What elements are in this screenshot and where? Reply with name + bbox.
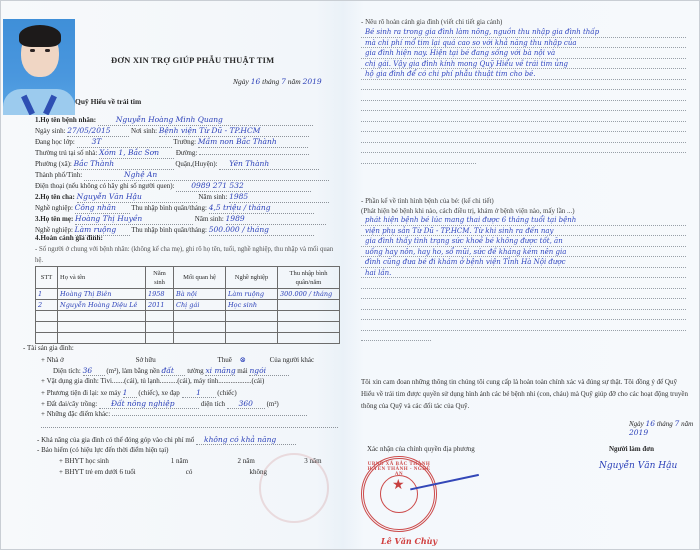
appliances-row: + Vật dụng gia đình: Tivi.......(cái), tủ lạnh..........(cái), máy tính...................(cái)	[41, 377, 265, 385]
illness-label: - Phần kể về tình hình bệnh của bé: (kể chi tiết)	[361, 197, 494, 205]
ward-row: Phường (xã): Bắc Thành Quận,(Huyện): Yên Thành	[35, 158, 340, 170]
father-birth-field[interactable]: 1985	[229, 191, 329, 203]
col-birth-year: Năm sinh	[146, 267, 174, 289]
transport-row: + Phương tiện đi lại: xe máy 1 (chiếc), xe đạp 1 (chiếc)	[41, 388, 237, 397]
phone-field[interactable]: 0989 271 532	[176, 180, 311, 192]
bhyt-child-row: + BHYT trẻ em dưới 6 tuổi có không	[59, 468, 267, 476]
applicant-signature: Nguyễn Văn Hậu	[599, 461, 678, 471]
father-name-row: 2.Họ tên cha: Nguyễn Văn Hậu Năm sinh: 1985	[35, 191, 340, 203]
situation-text-area[interactable]: Bé sinh ra trong gia đình làm nông, nguồn thu nhập gia đình thấp mà chi phí mổ tim lại quá cao so với khả năng thu nhập của gia đình hiện nay. Hiện tại bé đang sống với bà nội và chị gái. Vậy gia đình kính mong Quỹ Hiểu về trái tim ủng hộ gia đình để có chi phí phẫu thuật tim cho bé.	[361, 27, 686, 164]
form-title: ĐƠN XIN TRỢ GIÚP PHẪU THUẬT TIM	[111, 55, 275, 65]
star-emblem-icon: ★	[392, 478, 405, 493]
local-authority-label: Xác nhận của chính quyền địa phương	[367, 445, 475, 453]
col-stt: STT	[36, 267, 58, 289]
insurance-heading: - Bảo hiểm (có hiệu lực đến thời điểm hiện tại)	[37, 446, 169, 454]
father-job-field[interactable]: Công nhân	[75, 202, 130, 214]
official-red-stamp: UBND XÃ BẮC THÀNH H.YÊN THÀNH - NGHỆ AN ★	[361, 456, 437, 532]
father-job-row: Nghề nghiệp: Công nhân Thu nhập bình quân/tháng: 4,5 triệu / tháng	[35, 202, 340, 214]
school-row: Đang học lớp: 3T Trường: Mầm non Bắc Thành	[35, 136, 340, 148]
grade-field[interactable]: 3T	[77, 136, 172, 148]
phone-row: Điện thoại (nếu không có hãy ghi số người quen): 0989 271 532	[35, 180, 340, 192]
ward-field[interactable]: Bắc Thành	[74, 158, 174, 170]
signature-date: Ngày 16 tháng 7 năm 2019	[629, 419, 694, 437]
form-left-page	[1, 1, 351, 550]
family-section-heading: 4.Hoàn cảnh gia đình:	[35, 234, 103, 242]
situation-label: - Nêu rõ hoàn cảnh gia đình (viết chi tiết gia cảnh)	[361, 18, 503, 26]
city-row: Thành phố/Tỉnh: Nghệ An	[35, 169, 340, 181]
house-area-row: Diện tích: 36 (m²), làm bằng nền đất tường xi măng mái ngói	[53, 366, 289, 376]
mother-name-row: 3.Họ tên mẹ: Hoàng Thị Huyền Năm sinh: 1989	[35, 213, 340, 225]
commitment-statement: Tôi xin cam đoan những thông tin chúng tôi cung cấp là hoàn toàn chính xác và đúng sự thật. Tôi đồng ý để Quỹ Hiểu về trái tim được quyền sử dụng hình ảnh các bé bệnh nhi (con, cháu) mà Quỹ giúp đỡ cho các hoạt động truyền thông của Quỹ và các đối tác của Quỹ.	[361, 378, 688, 410]
dob-field[interactable]: 27/05/2015	[67, 125, 129, 137]
family-section-description: - Số người ở chung với bệnh nhân: (không kể cha mẹ), ghi rõ họ tên, tuổi, nghề nghiệp, thu nhập và mối quan hệ.	[35, 246, 334, 264]
illness-text-area[interactable]: phát hiện bệnh bé lúc mang thai được 6 tháng tuổi tại bệnh viện phụ sản Từ Dũ - TP.HCM. Từ khi sinh ra đến nay gia đình thấy tình trạng sức khoẻ bé không được tốt, ăn uống hay nôn, hay ho, sổ mũi, sức đề kháng kém nên gia đình cũng đưa bé đi khám ở bệnh viện Tỉnh Hà Nội được hai lần.	[361, 215, 686, 341]
mother-name-field[interactable]: Hoàng Thị Huyền	[75, 213, 193, 225]
city-field[interactable]: Nghệ An	[84, 169, 329, 181]
rent-selected-mark: ⊗	[239, 355, 246, 364]
mother-job-field[interactable]: Làm ruộng	[75, 224, 130, 236]
col-occupation: Nghề nghiệp	[226, 267, 278, 289]
bhyt-3-year-option[interactable]: 3 năm	[304, 457, 322, 465]
contribution-row: - Khả năng của gia đình có thể đóng góp vào chi phí mổ không có khả năng	[37, 435, 296, 445]
officer-name: Lê Văn Chùy	[381, 536, 438, 546]
land-row: + Đất đai/cây trồng: Đất nông nghiệp diện tích 360 (m²)	[41, 399, 279, 408]
table-header-row	[36, 267, 340, 289]
table-row	[36, 333, 340, 344]
house-row: + Nhà ở Sở hữu Thuê ⊗ Của người khác	[41, 355, 315, 364]
fund-name: Quỹ Hiểu về trái tim	[75, 97, 142, 106]
patient-name-row: 1.Họ tên bệnh nhân: Nguyễn Hoàng Minh Quang	[35, 114, 340, 126]
faint-stamp-bleedthrough	[259, 453, 329, 523]
header-date: Ngày 16 tháng 7 năm 2019	[233, 77, 322, 86]
family-members-table	[35, 266, 340, 344]
street-field[interactable]	[199, 154, 309, 155]
dob-row: Ngày sinh: 27/05/2015 Nơi sinh: Bệnh viện Từ Dũ - TP.HCM	[35, 125, 340, 137]
col-name: Họ và tên	[58, 267, 146, 289]
father-income-field[interactable]: 4,5 triệu / tháng	[209, 202, 314, 214]
bhyt-child-yes-option[interactable]: có	[185, 468, 193, 476]
col-relationship: Mối quan hệ	[174, 267, 226, 289]
birthplace-field[interactable]: Bệnh viện Từ Dũ - TP.HCM	[159, 125, 309, 137]
bhyt-child-no-option[interactable]: không	[249, 468, 267, 476]
contribution-field[interactable]: không có khả năng	[196, 435, 296, 445]
district-field[interactable]: Yên Thành	[219, 158, 319, 170]
illness-sublabel: (Phát hiện bé bệnh khi nào, cách điều trị, khám ở bệnh viện nào, mấy lần ...)	[361, 207, 575, 215]
table-row	[36, 322, 340, 333]
other-features-row: + Những đặc điểm khác:	[41, 410, 307, 418]
address-field[interactable]: Xóm 1, Bắc Sơn	[99, 147, 174, 159]
school-field[interactable]: Mầm non Bắc Thành	[198, 136, 308, 148]
table-row	[36, 311, 340, 322]
form-right-page	[351, 1, 700, 550]
father-name-field[interactable]: Nguyễn Văn Hậu	[77, 191, 197, 203]
mother-income-field[interactable]: 500.000 / tháng	[209, 224, 314, 236]
bhyt-2-year-option[interactable]: 2 năm	[237, 457, 255, 465]
col-income: Thu nhập bình quân/năm	[278, 267, 340, 289]
table-row: 2 Nguyễn Hoàng Diệu Lê 2011 Chị gái Học sinh	[36, 300, 340, 311]
other-features-continued-field[interactable]	[41, 427, 338, 428]
mother-birth-field[interactable]: 1989	[226, 213, 326, 225]
assets-heading: - Tài sản gia đình:	[23, 344, 74, 352]
mother-job-row: Nghề nghiệp: Làm ruộng Thu nhập bình quân/tháng: 500.000 / tháng	[35, 224, 340, 236]
patient-name-field[interactable]: Nguyễn Hoàng Minh Quang	[98, 114, 313, 126]
applicant-label: Người làm đơn	[609, 445, 655, 453]
child-portrait-photo	[3, 19, 75, 115]
address-row: Thường trú tại số nhà: Xóm 1, Bắc Sơn Đường:	[35, 147, 340, 159]
bhyt-1-year-option[interactable]: 1 năm	[170, 457, 189, 465]
table-row: 1 Hoàng Thị Biên 1958 Bà nội Làm ruộng 300.000 / tháng	[36, 289, 340, 300]
bhyt-student-row: + BHYT học sinh 1 năm 2 năm 3 năm	[59, 457, 322, 465]
